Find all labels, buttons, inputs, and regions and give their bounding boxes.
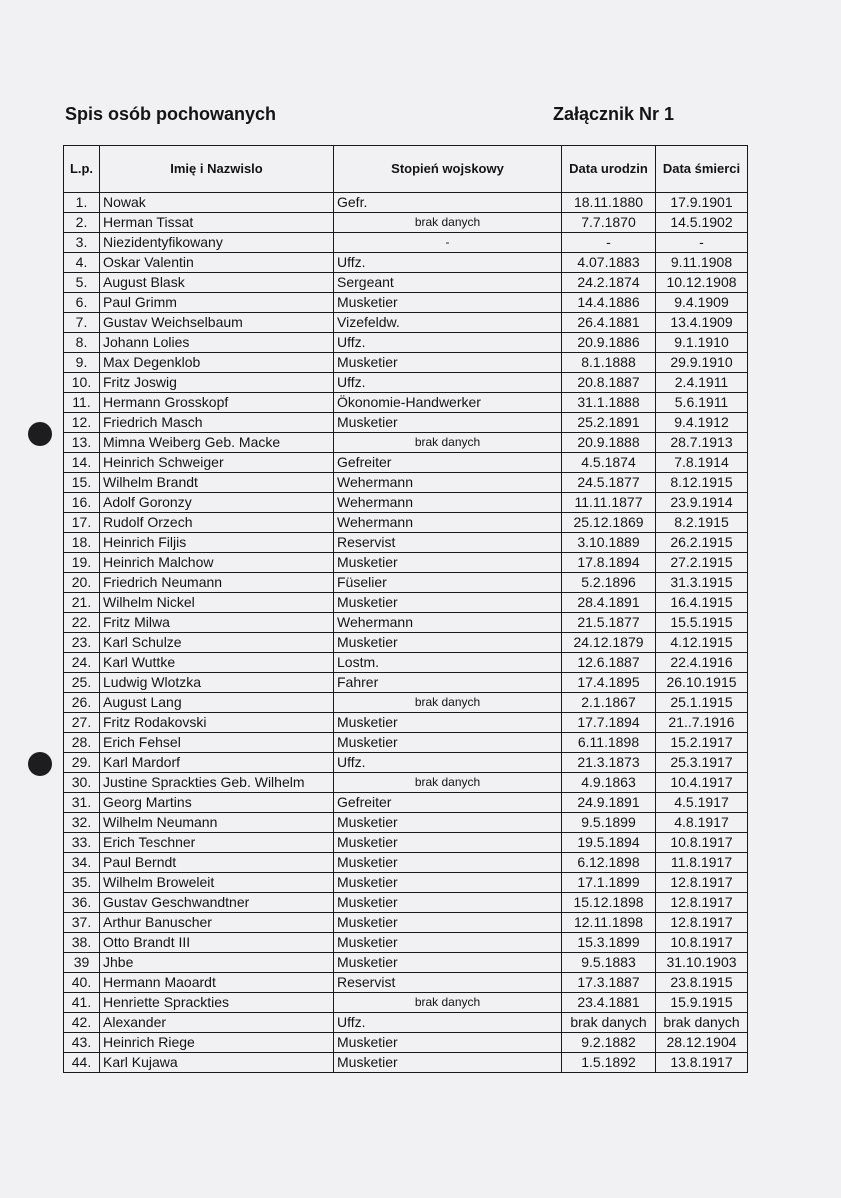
cell-rank: Reservist — [334, 533, 562, 553]
cell-born: 26.4.1881 — [562, 313, 656, 333]
cell-name: Henriette Sprackties — [100, 993, 334, 1013]
cell-died: 28.7.1913 — [656, 433, 748, 453]
table-row — [64, 873, 748, 893]
cell-died: 4.8.1917 — [656, 813, 748, 833]
cell-name: Friedrich Masch — [100, 413, 334, 433]
cell-died: 13.4.1909 — [656, 313, 748, 333]
table-row — [64, 313, 748, 333]
cell-lp: 9. — [64, 353, 100, 373]
cell-died: 7.8.1914 — [656, 453, 748, 473]
cell-born: 8.1.1888 — [562, 353, 656, 373]
cell-lp: 21. — [64, 593, 100, 613]
cell-lp: 23. — [64, 633, 100, 653]
cell-name: Erich Teschner — [100, 833, 334, 853]
cell-name: Heinrich Riege — [100, 1033, 334, 1053]
cell-born: 20.9.1888 — [562, 433, 656, 453]
cell-died: 31.10.1903 — [656, 953, 748, 973]
table-row — [64, 933, 748, 953]
cell-lp: 1. — [64, 193, 100, 213]
cell-name: Wilhelm Broweleit — [100, 873, 334, 893]
cell-name: Heinrich Schweiger — [100, 453, 334, 473]
cell-name: Paul Berndt — [100, 853, 334, 873]
table-row — [64, 393, 748, 413]
cell-rank: Wehermann — [334, 493, 562, 513]
cell-born: 12.11.1898 — [562, 913, 656, 933]
cell-born: brak danych — [562, 1013, 656, 1033]
cell-died: 28.12.1904 — [656, 1033, 748, 1053]
cell-lp: 17. — [64, 513, 100, 533]
cell-rank: Sergeant — [334, 273, 562, 293]
cell-born: 5.2.1896 — [562, 573, 656, 593]
table-row — [64, 233, 748, 253]
cell-born: 24.12.1879 — [562, 633, 656, 653]
cell-died: 12.8.1917 — [656, 913, 748, 933]
cell-lp: 19. — [64, 553, 100, 573]
cell-born: 18.11.1880 — [562, 193, 656, 213]
cell-name: Johann Lolies — [100, 333, 334, 353]
cell-name: Justine Sprackties Geb. Wilhelm — [100, 773, 334, 793]
cell-rank: brak danych — [334, 213, 562, 233]
cell-lp: 20. — [64, 573, 100, 593]
cell-name: Fritz Rodakovski — [100, 713, 334, 733]
table-header-row — [64, 146, 748, 193]
cell-lp: 42. — [64, 1013, 100, 1033]
cell-died: 11.8.1917 — [656, 853, 748, 873]
cell-name: Ludwig Wlotzka — [100, 673, 334, 693]
table-row — [64, 293, 748, 313]
cell-rank: Musketier — [334, 713, 562, 733]
cell-rank: Musketier — [334, 733, 562, 753]
table-row — [64, 953, 748, 973]
annex-label: Załącznik Nr 1 — [553, 104, 675, 124]
cell-lp: 8. — [64, 333, 100, 353]
cell-lp: 40. — [64, 973, 100, 993]
cell-lp: 24. — [64, 653, 100, 673]
cell-lp: 31. — [64, 793, 100, 813]
cell-died: 23.9.1914 — [656, 493, 748, 513]
cell-died: 12.8.1917 — [656, 893, 748, 913]
cell-rank: Musketier — [334, 833, 562, 853]
cell-name: Arthur Banuscher — [100, 913, 334, 933]
table-row — [64, 193, 748, 213]
table-row — [64, 993, 748, 1013]
cell-name: Mimna Weiberg Geb. Macke — [100, 433, 334, 453]
cell-lp: 4. — [64, 253, 100, 273]
table-row — [64, 353, 748, 373]
cell-rank: Uffz. — [334, 373, 562, 393]
cell-born: 24.5.1877 — [562, 473, 656, 493]
cell-lp: 13. — [64, 433, 100, 453]
cell-born: 4.5.1874 — [562, 453, 656, 473]
cell-lp: 28. — [64, 733, 100, 753]
column-header-rank: Stopień wojskowy — [334, 146, 562, 193]
cell-name: Georg Martins — [100, 793, 334, 813]
cell-name: Karl Schulze — [100, 633, 334, 653]
cell-died: 10.8.1917 — [656, 833, 748, 853]
table-row — [64, 1053, 748, 1073]
cell-born: 11.11.1877 — [562, 493, 656, 513]
cell-name: Wilhelm Brandt — [100, 473, 334, 493]
cell-name: Erich Fehsel — [100, 733, 334, 753]
cell-lp: 7. — [64, 313, 100, 333]
table-row — [64, 773, 748, 793]
cell-name: Karl Mardorf — [100, 753, 334, 773]
cell-lp: 39 — [64, 953, 100, 973]
cell-rank: - — [334, 233, 562, 253]
cell-name: Wilhelm Neumann — [100, 813, 334, 833]
cell-died: 21..7.1916 — [656, 713, 748, 733]
table-row — [64, 273, 748, 293]
table-row — [64, 833, 748, 853]
table-row — [64, 453, 748, 473]
cell-born: 17.1.1899 — [562, 873, 656, 893]
cell-born: 9.5.1899 — [562, 813, 656, 833]
cell-rank: brak danych — [334, 693, 562, 713]
cell-rank: Reservist — [334, 973, 562, 993]
cell-died: 4.12.1915 — [656, 633, 748, 653]
cell-rank: brak danych — [334, 993, 562, 1013]
cell-born: 2.1.1867 — [562, 693, 656, 713]
cell-name: Fritz Joswig — [100, 373, 334, 393]
cell-rank: Gefr. — [334, 193, 562, 213]
cell-rank: Musketier — [334, 413, 562, 433]
table-row — [64, 533, 748, 553]
cell-rank: Musketier — [334, 553, 562, 573]
cell-lp: 6. — [64, 293, 100, 313]
cell-lp: 32. — [64, 813, 100, 833]
cell-lp: 38. — [64, 933, 100, 953]
cell-born: 17.3.1887 — [562, 973, 656, 993]
burial-table — [63, 145, 748, 1073]
punch-hole — [28, 752, 52, 776]
cell-name: Paul Grimm — [100, 293, 334, 313]
table-row — [64, 913, 748, 933]
cell-born: 28.4.1891 — [562, 593, 656, 613]
cell-died: 15.2.1917 — [656, 733, 748, 753]
cell-died: 13.8.1917 — [656, 1053, 748, 1073]
cell-died: 9.1.1910 — [656, 333, 748, 353]
cell-rank: Musketier — [334, 1033, 562, 1053]
table-row — [64, 653, 748, 673]
cell-lp: 12. — [64, 413, 100, 433]
cell-born: 3.10.1889 — [562, 533, 656, 553]
cell-born: 24.2.1874 — [562, 273, 656, 293]
cell-rank: Musketier — [334, 893, 562, 913]
cell-died: 2.4.1911 — [656, 373, 748, 393]
cell-name: Heinrich Malchow — [100, 553, 334, 573]
table-row — [64, 893, 748, 913]
table-row — [64, 793, 748, 813]
cell-born: 25.12.1869 — [562, 513, 656, 533]
table-row — [64, 493, 748, 513]
punch-hole — [28, 422, 52, 446]
cell-lp: 25. — [64, 673, 100, 693]
table-row — [64, 973, 748, 993]
cell-lp: 29. — [64, 753, 100, 773]
cell-died: 10.12.1908 — [656, 273, 748, 293]
table-row — [64, 373, 748, 393]
column-header-name: Imię i Nazwislo — [100, 146, 334, 193]
cell-lp: 43. — [64, 1033, 100, 1053]
cell-name: August Blask — [100, 273, 334, 293]
cell-name: Fritz Milwa — [100, 613, 334, 633]
cell-died: 26.2.1915 — [656, 533, 748, 553]
cell-name: Alexander — [100, 1013, 334, 1033]
cell-rank: Uffz. — [334, 753, 562, 773]
cell-lp: 34. — [64, 853, 100, 873]
table-row — [64, 593, 748, 613]
column-header-lp: L.p. — [64, 146, 100, 193]
cell-born: 14.4.1886 — [562, 293, 656, 313]
cell-rank: brak danych — [334, 433, 562, 453]
cell-born: 19.5.1894 — [562, 833, 656, 853]
cell-lp: 10. — [64, 373, 100, 393]
table-row — [64, 253, 748, 273]
cell-born: 4.9.1863 — [562, 773, 656, 793]
cell-rank: Musketier — [334, 293, 562, 313]
cell-born: 1.5.1892 — [562, 1053, 656, 1073]
cell-rank: Füselier — [334, 573, 562, 593]
cell-died: 8.12.1915 — [656, 473, 748, 493]
cell-name: Rudolf Orzech — [100, 513, 334, 533]
table-row — [64, 213, 748, 233]
cell-name: Adolf Goronzy — [100, 493, 334, 513]
cell-born: 12.6.1887 — [562, 653, 656, 673]
table-row — [64, 433, 748, 453]
cell-died: 15.5.1915 — [656, 613, 748, 633]
table-row — [64, 713, 748, 733]
cell-rank: Gefreiter — [334, 453, 562, 473]
cell-died: 4.5.1917 — [656, 793, 748, 813]
table-row — [64, 333, 748, 353]
cell-lp: 2. — [64, 213, 100, 233]
cell-rank: Lostm. — [334, 653, 562, 673]
cell-rank: Musketier — [334, 913, 562, 933]
cell-name: Gustav Weichselbaum — [100, 313, 334, 333]
cell-born: 7.7.1870 — [562, 213, 656, 233]
table-row — [64, 413, 748, 433]
cell-born: 21.3.1873 — [562, 753, 656, 773]
cell-rank: Fahrer — [334, 673, 562, 693]
cell-died: 26.10.1915 — [656, 673, 748, 693]
table-row — [64, 1033, 748, 1053]
cell-lp: 3. — [64, 233, 100, 253]
cell-name: Hermann Maoardt — [100, 973, 334, 993]
cell-born: 20.8.1887 — [562, 373, 656, 393]
cell-rank: Musketier — [334, 353, 562, 373]
cell-lp: 35. — [64, 873, 100, 893]
cell-died: brak danych — [656, 1013, 748, 1033]
cell-born: 21.5.1877 — [562, 613, 656, 633]
document-title: Spis osób pochowanych — [65, 104, 277, 124]
cell-name: August Lang — [100, 693, 334, 713]
table-row — [64, 613, 748, 633]
cell-died: 17.9.1901 — [656, 193, 748, 213]
cell-died: 8.2.1915 — [656, 513, 748, 533]
cell-died: 10.4.1917 — [656, 773, 748, 793]
cell-lp: 22. — [64, 613, 100, 633]
cell-lp: 11. — [64, 393, 100, 413]
cell-died: 14.5.1902 — [656, 213, 748, 233]
cell-name: Wilhelm Nickel — [100, 593, 334, 613]
cell-rank: Ökonomie-Handwerker — [334, 393, 562, 413]
cell-died: 10.8.1917 — [656, 933, 748, 953]
cell-name: Karl Kujawa — [100, 1053, 334, 1073]
cell-lp: 15. — [64, 473, 100, 493]
cell-died: 12.8.1917 — [656, 873, 748, 893]
cell-born: 20.9.1886 — [562, 333, 656, 353]
cell-rank: Musketier — [334, 1053, 562, 1073]
cell-rank: Musketier — [334, 873, 562, 893]
table-row — [64, 1013, 748, 1033]
cell-died: 23.8.1915 — [656, 973, 748, 993]
cell-born: 24.9.1891 — [562, 793, 656, 813]
table-row — [64, 813, 748, 833]
cell-name: Max Degenklob — [100, 353, 334, 373]
cell-lp: 44. — [64, 1053, 100, 1073]
cell-lp: 18. — [64, 533, 100, 553]
cell-died: 27.2.1915 — [656, 553, 748, 573]
cell-rank: Uffz. — [334, 253, 562, 273]
table-row — [64, 553, 748, 573]
cell-born: 4.07.1883 — [562, 253, 656, 273]
table-row — [64, 733, 748, 753]
cell-died: 31.3.1915 — [656, 573, 748, 593]
cell-rank: Uffz. — [334, 333, 562, 353]
cell-died: 16.4.1915 — [656, 593, 748, 613]
cell-died: 9.4.1912 — [656, 413, 748, 433]
cell-rank: Musketier — [334, 813, 562, 833]
cell-died: 5.6.1911 — [656, 393, 748, 413]
cell-name: Jhbe — [100, 953, 334, 973]
table-row — [64, 573, 748, 593]
table-body — [64, 193, 748, 1073]
cell-lp: 33. — [64, 833, 100, 853]
cell-name: Karl Wuttke — [100, 653, 334, 673]
cell-name: Otto Brandt III — [100, 933, 334, 953]
cell-rank: Uffz. — [334, 1013, 562, 1033]
column-header-born: Data urodzin — [562, 146, 656, 193]
cell-born: 17.4.1895 — [562, 673, 656, 693]
cell-born: 9.2.1882 — [562, 1033, 656, 1053]
cell-born: 25.2.1891 — [562, 413, 656, 433]
cell-died: 9.11.1908 — [656, 253, 748, 273]
cell-born: 31.1.1888 — [562, 393, 656, 413]
table-row — [64, 673, 748, 693]
cell-rank: Wehermann — [334, 613, 562, 633]
cell-lp: 26. — [64, 693, 100, 713]
cell-rank: Musketier — [334, 593, 562, 613]
cell-born: 17.8.1894 — [562, 553, 656, 573]
cell-rank: Wehermann — [334, 513, 562, 533]
cell-lp: 5. — [64, 273, 100, 293]
cell-died: 9.4.1909 — [656, 293, 748, 313]
table-row — [64, 513, 748, 533]
table-row — [64, 853, 748, 873]
cell-died: 25.1.1915 — [656, 693, 748, 713]
cell-born: 6.12.1898 — [562, 853, 656, 873]
cell-lp: 14. — [64, 453, 100, 473]
cell-rank: Musketier — [334, 633, 562, 653]
cell-name: Friedrich Neumann — [100, 573, 334, 593]
cell-born: 9.5.1883 — [562, 953, 656, 973]
column-header-died: Data śmierci — [656, 146, 748, 193]
cell-died: - — [656, 233, 748, 253]
cell-born: 17.7.1894 — [562, 713, 656, 733]
cell-rank: Vizefeldw. — [334, 313, 562, 333]
cell-name: Niezidentyfikowany — [100, 233, 334, 253]
cell-lp: 30. — [64, 773, 100, 793]
cell-rank: Musketier — [334, 953, 562, 973]
cell-name: Nowak — [100, 193, 334, 213]
cell-rank: Wehermann — [334, 473, 562, 493]
cell-name: Gustav Geschwandtner — [100, 893, 334, 913]
cell-rank: brak danych — [334, 773, 562, 793]
cell-name: Hermann Grosskopf — [100, 393, 334, 413]
cell-rank: Gefreiter — [334, 793, 562, 813]
cell-lp: 36. — [64, 893, 100, 913]
table-row — [64, 633, 748, 653]
cell-born: 23.4.1881 — [562, 993, 656, 1013]
cell-born: 6.11.1898 — [562, 733, 656, 753]
cell-rank: Musketier — [334, 933, 562, 953]
cell-born: 15.3.1899 — [562, 933, 656, 953]
cell-died: 15.9.1915 — [656, 993, 748, 1013]
cell-died: 25.3.1917 — [656, 753, 748, 773]
cell-lp: 27. — [64, 713, 100, 733]
cell-rank: Musketier — [334, 853, 562, 873]
cell-lp: 41. — [64, 993, 100, 1013]
cell-name: Heinrich Filjis — [100, 533, 334, 553]
cell-name: Oskar Valentin — [100, 253, 334, 273]
cell-lp: 37. — [64, 913, 100, 933]
cell-born: - — [562, 233, 656, 253]
table-row — [64, 473, 748, 493]
cell-born: 15.12.1898 — [562, 893, 656, 913]
cell-died: 29.9.1910 — [656, 353, 748, 373]
cell-name: Herman Tissat — [100, 213, 334, 233]
table-row — [64, 753, 748, 773]
table-row — [64, 693, 748, 713]
cell-lp: 16. — [64, 493, 100, 513]
cell-died: 22.4.1916 — [656, 653, 748, 673]
